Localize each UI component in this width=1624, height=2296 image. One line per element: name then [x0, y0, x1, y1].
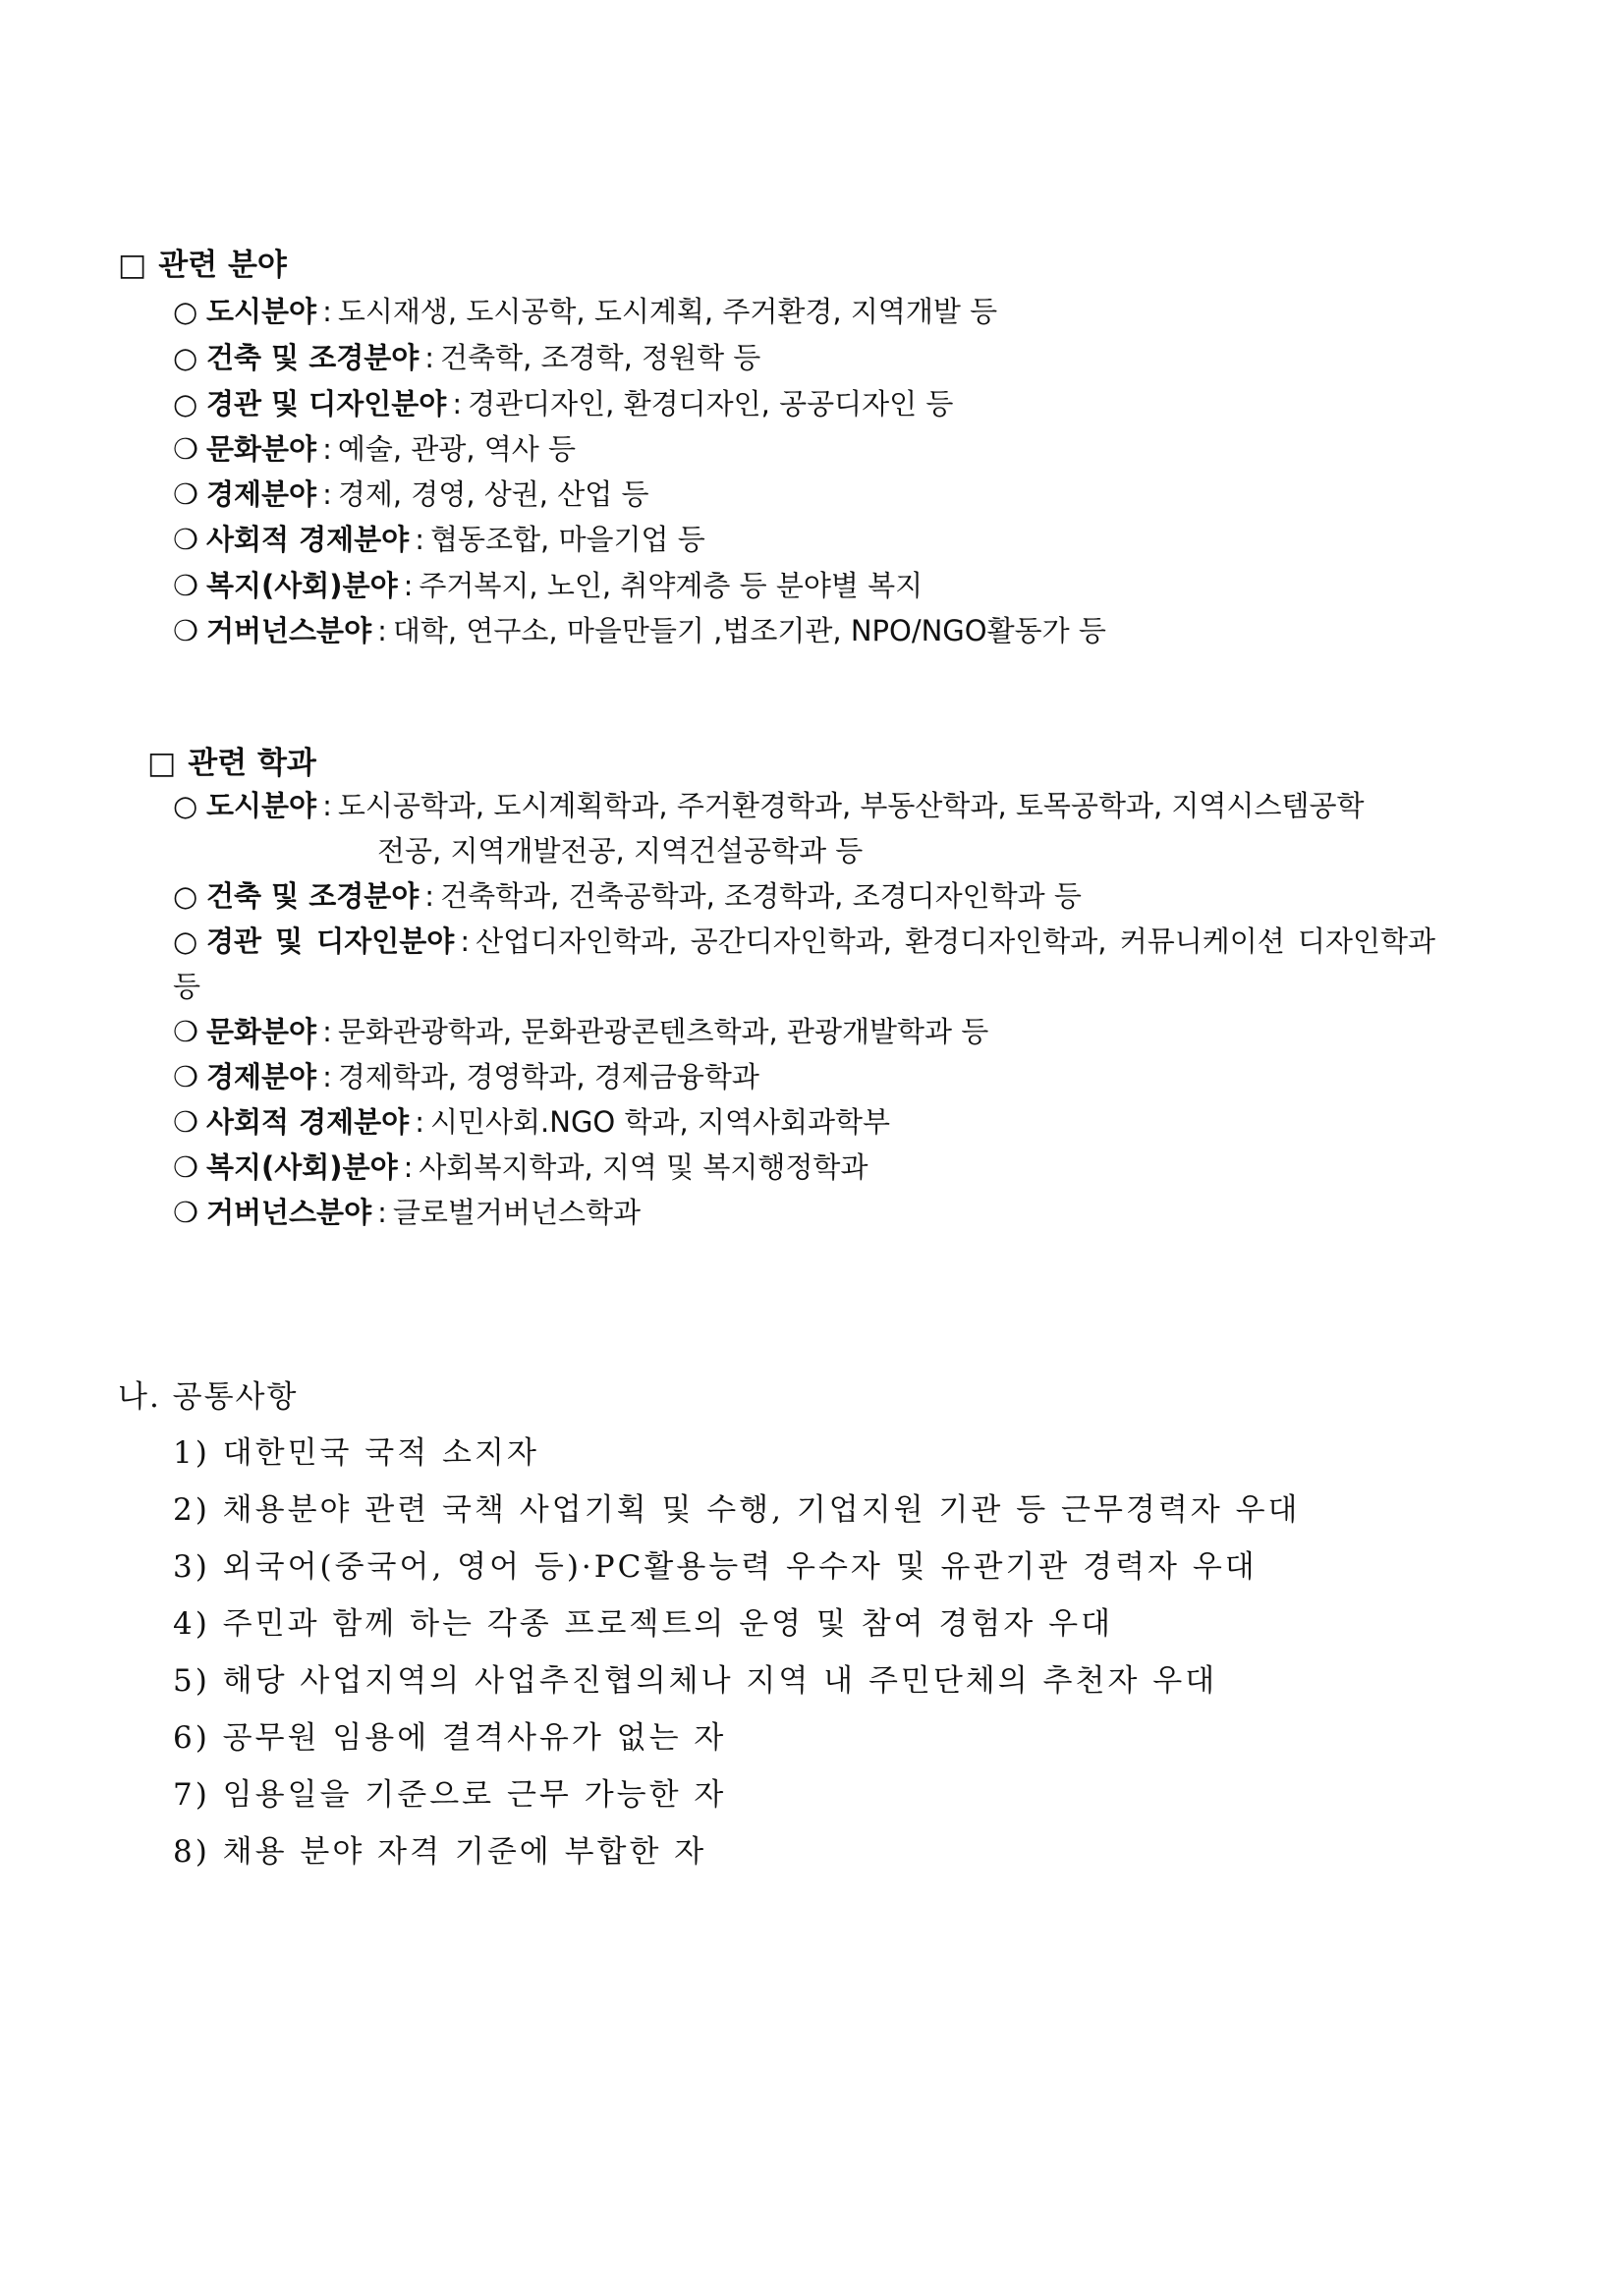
fields-item — [173, 338, 760, 377]
checkbox-square-icon: □ — [118, 248, 147, 283]
major-label: 경관 및 디자인분야 — [206, 924, 455, 958]
major-text: 도시공학과, 도시계획학과, 주거환경학과, 부동산학과, 토목공학과, 지역시스템공학 — [337, 789, 1365, 822]
separator: : — [460, 924, 471, 958]
major-label: 복지(사회)분야 — [206, 1150, 398, 1184]
majors-item — [173, 1193, 641, 1232]
requirement-item: 4) 주민과 함께 하는 각종 프로젝트의 운영 및 참여 경험자 우대 — [173, 1606, 1114, 1642]
majors-item — [173, 1057, 759, 1096]
shadowed-circle-bullet-icon: ❍ — [173, 1015, 198, 1048]
requirement-item: 5) 해당 사업지역의 사업추진협의체나 지역 내 주민단체의 추천자 우대 — [173, 1663, 1218, 1699]
separator: : — [322, 789, 332, 822]
field-label: 복지(사회)분야 — [206, 569, 398, 602]
fields-item — [173, 475, 649, 514]
separator: : — [322, 477, 332, 511]
field-text: 경관디자인, 환경디자인, 공공디자인 등 — [468, 387, 954, 420]
field-text: 경제, 경영, 상권, 산업 등 — [337, 477, 649, 511]
circle-bullet-icon: ○ — [173, 879, 198, 913]
field-text: 건축학, 조경학, 정원학 등 — [440, 341, 761, 374]
shadowed-circle-bullet-icon: ❍ — [173, 614, 198, 647]
major-text: 사회복지학과, 지역 및 복지행정학과 — [419, 1150, 868, 1184]
circle-bullet-icon: ○ — [173, 387, 198, 420]
separator: : — [322, 1015, 332, 1048]
major-label: 사회적 경제분야 — [206, 1105, 410, 1139]
majors-item — [173, 876, 1082, 916]
shadowed-circle-bullet-icon: ❍ — [173, 432, 198, 466]
majors-item — [173, 1102, 890, 1142]
circle-bullet-icon: ○ — [173, 924, 198, 958]
separator: : — [415, 1105, 424, 1139]
separator: : — [424, 879, 435, 913]
major-text: 산업디자인학과, 공간디자인학과, 환경디자인학과, 커뮤니케이션 디자인학과 — [476, 924, 1436, 958]
requirement-item: 1) 대한민국 국적 소지자 — [173, 1435, 539, 1471]
field-label: 건축 및 조경분야 — [206, 341, 420, 374]
shadowed-circle-bullet-icon: ❍ — [173, 1105, 198, 1139]
field-label: 거버넌스분야 — [206, 614, 372, 647]
major-label: 문화분야 — [206, 1015, 317, 1048]
separator: : — [415, 523, 424, 556]
fields-item — [173, 566, 923, 605]
field-text: 주거복지, 노인, 취약계층 등 분야별 복지 — [419, 569, 924, 602]
separator: : — [424, 341, 435, 374]
fields-heading-title: 관련 분야 — [158, 248, 287, 283]
field-text: 협동조합, 마을기업 등 — [429, 523, 705, 556]
requirement-item: 2) 채용분야 관련 국책 사업기획 및 수행, 기업지원 기관 등 근무경력자 우대 — [173, 1492, 1301, 1528]
circle-bullet-icon: ○ — [173, 341, 198, 374]
separator: : — [377, 614, 387, 647]
majors-item — [173, 786, 1365, 825]
shadowed-circle-bullet-icon: ❍ — [173, 477, 198, 511]
fields-item — [173, 292, 997, 331]
shadowed-circle-bullet-icon: ❍ — [173, 1196, 198, 1229]
shadowed-circle-bullet-icon: ❍ — [173, 523, 198, 556]
field-text: 도시재생, 도시공학, 도시계획, 주거환경, 지역개발 등 — [337, 295, 998, 328]
majors-item-continuation: 등 — [173, 970, 201, 1003]
majors-item — [173, 1012, 988, 1051]
field-label: 사회적 경제분야 — [206, 523, 410, 556]
field-label: 경관 및 디자인분야 — [206, 387, 447, 420]
majors-item — [173, 922, 1435, 961]
fields-item — [173, 429, 576, 469]
checkbox-square-icon: □ — [147, 746, 177, 781]
separator: : — [322, 432, 332, 466]
major-text: 시민사회.NGO 학과, 지역사회과학부 — [429, 1105, 891, 1139]
common-requirements-title: 나. 공통사항 — [118, 1379, 299, 1415]
major-label: 도시분야 — [206, 789, 317, 822]
field-label: 문화분야 — [206, 432, 317, 466]
field-text: 대학, 연구소, 마을만들기 ,법조기관, NPO/NGO활동가 등 — [392, 614, 1106, 647]
field-label: 도시분야 — [206, 295, 317, 328]
requirement-item: 8) 채용 분야 자격 기준에 부합한 자 — [173, 1834, 707, 1870]
majors-heading-title: 관련 학과 — [188, 746, 316, 781]
requirement-item: 3) 외국어(중국어, 영어 등)·PC활용능력 우수자 및 유관기관 경력자 우대 — [173, 1549, 1258, 1585]
field-text: 예술, 관광, 역사 등 — [337, 432, 577, 466]
majors-item — [173, 1148, 868, 1187]
fields-item — [173, 520, 705, 559]
separator: : — [452, 387, 463, 420]
shadowed-circle-bullet-icon: ❍ — [173, 1060, 198, 1093]
field-label: 경제분야 — [206, 477, 317, 511]
major-label: 건축 및 조경분야 — [206, 879, 420, 913]
shadowed-circle-bullet-icon: ❍ — [173, 569, 198, 602]
major-text: 경제학과, 경영학과, 경제금융학과 — [337, 1060, 759, 1093]
major-label: 거버넌스분야 — [206, 1196, 372, 1229]
separator: : — [322, 1060, 332, 1093]
majors-heading — [147, 744, 316, 783]
separator: : — [403, 569, 414, 602]
major-text: 문화관광학과, 문화관광콘텐츠학과, 관광개발학과 등 — [337, 1015, 989, 1048]
shadowed-circle-bullet-icon: ❍ — [173, 1150, 198, 1184]
majors-item-continuation: 전공, 지역개발전공, 지역건설공학과 등 — [377, 834, 864, 868]
separator: : — [403, 1150, 414, 1184]
fields-item — [173, 384, 953, 423]
separator: : — [377, 1196, 387, 1229]
fields-item — [173, 611, 1106, 650]
major-text: 글로벌거버넌스학과 — [392, 1196, 642, 1229]
separator: : — [322, 295, 332, 328]
requirement-item: 7) 임용일을 기준으로 근무 가능한 자 — [173, 1777, 727, 1813]
major-text: 건축학과, 건축공학과, 조경학과, 조경디자인학과 등 — [440, 879, 1082, 913]
circle-bullet-icon: ○ — [173, 295, 198, 328]
requirement-item: 6) 공무원 임용에 결격사유가 없는 자 — [173, 1720, 727, 1756]
circle-bullet-icon: ○ — [173, 789, 198, 822]
fields-heading — [118, 246, 287, 285]
major-label: 경제분야 — [206, 1060, 317, 1093]
